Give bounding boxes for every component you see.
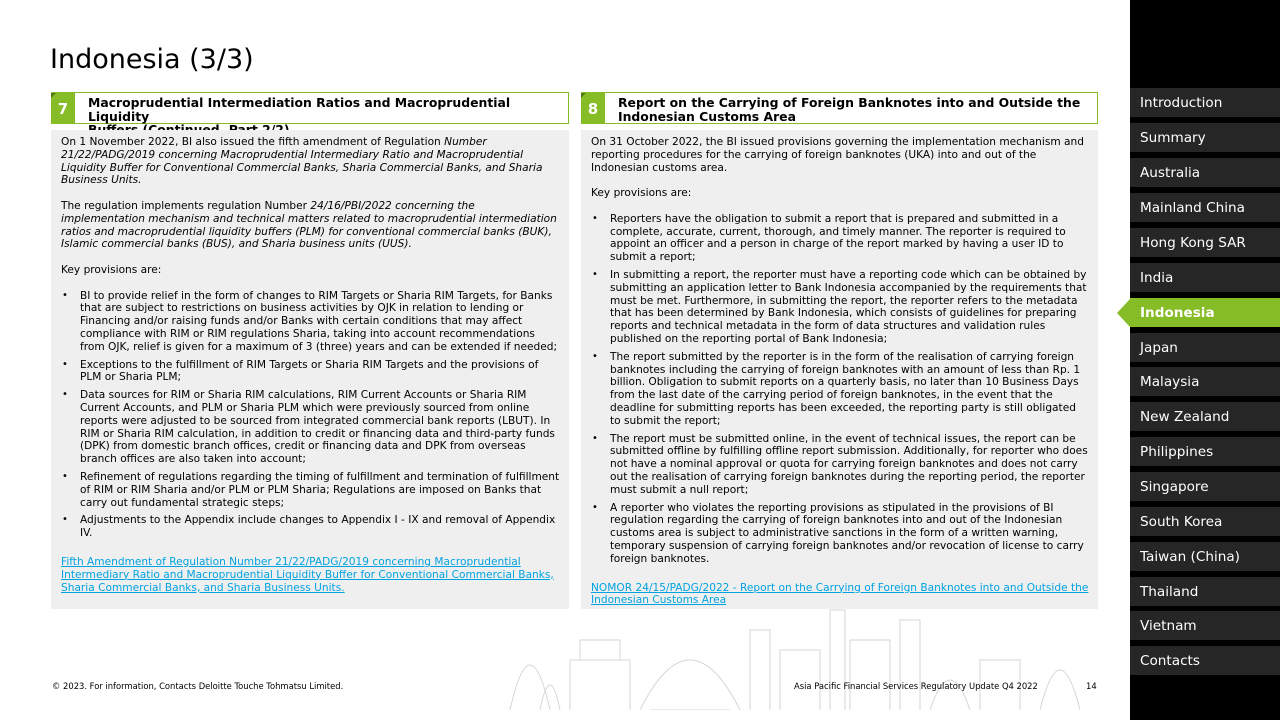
section-7-bullet-list (61, 290, 560, 540)
sidebar-item-malaysia[interactable]: Malaysia (1130, 367, 1280, 396)
section-7-implementation-text: The regulation implements regulation Number (61, 199, 311, 212)
sidebar-item-vietnam[interactable]: Vietnam (1130, 611, 1280, 640)
footer-copyright: © 2023. For information, Contacts Deloitte Touche Tohmatsu Limited. (52, 681, 344, 691)
sidebar-item-contacts[interactable]: Contacts (1130, 646, 1280, 675)
section-7-intro-text: On 1 November 2022, BI also issued the fifth amendment of Regulation (61, 136, 445, 148)
sidebar-item-taiwan-china[interactable]: Taiwan (China) (1130, 542, 1280, 571)
sidebar-item-philippines[interactable]: Philippines (1130, 437, 1280, 466)
sidebar-item-mainland-china[interactable]: Mainland China (1130, 193, 1280, 222)
section-7-number: 7 (51, 93, 75, 124)
footer-publication: Asia Pacific Financial Services Regulatory Update Q4 2022 (794, 681, 1038, 691)
sidebar-item-japan[interactable]: Japan (1130, 333, 1280, 362)
section-7-title-line1: Macroprudential Intermediation Ratios and Macroprudential Liquidity (88, 95, 511, 124)
section-8-title-line1: Report on the Carrying of Foreign Banknotes into and Outside the (618, 95, 1081, 110)
section-7-key-label: Key provisions are: (61, 263, 162, 276)
list-item: • Refinement of regulations regarding the timing of fulfillment and termination of fulfillment of RIM or RIM Sharia and/or PLM or PLM Sharia; Regulations are imposed on Banks that carry out fundamental strategic steps; (61, 471, 560, 509)
section-7-source-link[interactable]: Fifth Amendment of Regulation Number 21/22/PADG/2019 concerning Macroprudential Intermediary Ratio and Macroprudential Liquidity Buffer for Conventional Commercial Banks, Sharia Commercial Banks, and Sharia Business Units. (61, 555, 554, 594)
list-item: • The report submitted by the reporter is in the form of the realisation of carrying foreign banknotes including the carrying of foreign banknotes with an amount of less than Rp. 1 billion. Obligation to submit reports on a quarterly basis, no later than 10 Business Days from the last date of the carrying period of foreign banknotes, in the event that the deadline for submitting reports has been exceeded, the reporting party is still obligated to submit the report; (591, 351, 1089, 428)
section-7-header (51, 92, 569, 124)
sidebar-nav (1130, 0, 1280, 720)
list-item: • Adjustments to the Appendix include changes to Appendix I - IX and removal of Appendix IV. (61, 514, 560, 540)
section-8-source-link[interactable]: NOMOR 24/15/PADG/2022 - Report on the Carrying of Foreign Banknotes into and Outside the Indonesian Customs Area (591, 581, 1089, 607)
list-item: • A reporter who violates the reporting provisions as stipulated in the provisions of BI regulation regarding the carrying of foreign banknotes into and out of the Indonesian customs area is subject to administrative sanctions in the form of a written warning, temporary suspension of carrying foreign banknotes and/or revocation of license to carry foreign banknotes. (591, 502, 1089, 566)
list-item: • BI to provide relief in the form of changes to RIM Targets or Sharia RIM Targets, for Banks that are subject to restrictions on business activities by OJK in relation to lending or Financing and/or raising funds and/or Banks with certain conditions that may affect compliance with RIM or RIM regulations Sharia, taking into account recommendations from OJK, relief is given for a maximum of 3 (three) years and can be extended if needed; (61, 290, 560, 354)
page-number: 14 (1086, 681, 1097, 691)
list-item: • The report must be submitted online, in the event of technical issues, the report can be submitted offline by fulfilling offline report submission. Additionally, for reporter who does not have a nominal approval or quota for carrying foreign banknotes and does not carry out the realisation of carrying foreign banknotes during the reporting period, the reporter must submit a null report; (591, 433, 1089, 497)
page-title: Indonesia (3/3) (50, 44, 254, 75)
sidebar-item-singapore[interactable]: Singapore (1130, 472, 1280, 501)
sidebar-item-new-zealand[interactable]: New Zealand (1130, 402, 1280, 431)
active-nav-pointer-icon (1117, 299, 1130, 327)
list-item: • In submitting a report, the reporter must have a reporting code which can be obtained by submitting an application letter to Bank Indonesia accompanied by the requirements that must be met. Furthermore, in submitting the report, the reporter refers to the metadata that has been determined by Bank Indonesia, which consists of guidelines for preparing reports and technical metadata in the form of data structures and validation rules published on the reporting portal of Bank Indonesia; (591, 269, 1089, 346)
section-8-bullet-list (591, 213, 1089, 566)
section-7-implementation (61, 200, 560, 251)
sidebar-item-australia[interactable]: Australia (1130, 158, 1280, 187)
list-item: • Reporters have the obligation to submit a report that is prepared and submitted in a complete, accurate, current, thorough, and timely manner. The reporter is required to appoint an officer and a person in charge of the report marked by having a user ID to submit a report; (591, 213, 1089, 264)
sidebar-item-indonesia[interactable]: Indonesia (1130, 298, 1280, 327)
section-7-panel (51, 130, 569, 609)
sidebar-item-summary[interactable]: Summary (1130, 123, 1280, 152)
sidebar-item-south-korea[interactable]: South Korea (1130, 507, 1280, 536)
sidebar-item-introduction[interactable]: Introduction (1130, 88, 1280, 117)
section-7-intro (61, 136, 560, 187)
skyline-illustration (500, 600, 1100, 710)
section-8-title-line2: Indonesian Customs Area (618, 108, 796, 124)
section-8-header (581, 92, 1098, 124)
list-item: • Exceptions to the fulfillment of RIM Targets or Sharia RIM Targets and the provisions of PLM or Sharia PLM; (61, 359, 560, 385)
section-8-title (618, 96, 1091, 123)
section-8-number: 8 (581, 93, 605, 124)
section-7-implementation-regulation: 24/16/PBI/2022 concerning the implementation mechanism and technical matters related to macroprudential intermediation ratios and macroprudential liquidity buffers (PLM) for conventional commercial banks (BUK), Islamic commercial banks (BUS), and Sharia business units (UUS). (61, 199, 557, 251)
sidebar-item-thailand[interactable]: Thailand (1130, 577, 1280, 606)
section-8-intro: On 31 October 2022, the BI issued provisions governing the implementation mechanism and reporting procedures for the carrying of foreign banknotes (UKA) into and out of the Indonesian customs area. (591, 136, 1084, 174)
sidebar-item-hong-kong-sar[interactable]: Hong Kong SAR (1130, 228, 1280, 257)
list-item: • Data sources for RIM or Sharia RIM calculations, RIM Current Accounts or Sharia RIM Current Accounts, and PLM or Sharia PLM which were previously sourced from online reports were adjusted to be sourced from integrated commercial bank reports (LBUT). In RIM or Sharia RIM calculation, in addition to credit or financing data and third-party funds (DPK) from domestic branch offices, credit or financing data and DPK from overseas branch offices are also taken into account; (61, 389, 560, 466)
section-8-key-label: Key provisions are: (591, 187, 692, 200)
section-7-intro-regulation: Number 21/22/PADG/2019 concerning Macroprudential Intermediary Ratio and Macroprudential Liquidity Buffer for Conventional Commercial Banks, Sharia Commercial Banks, and Sharia Business Units. (61, 136, 543, 187)
section-8-panel (581, 130, 1098, 609)
sidebar-item-india[interactable]: India (1130, 263, 1280, 292)
